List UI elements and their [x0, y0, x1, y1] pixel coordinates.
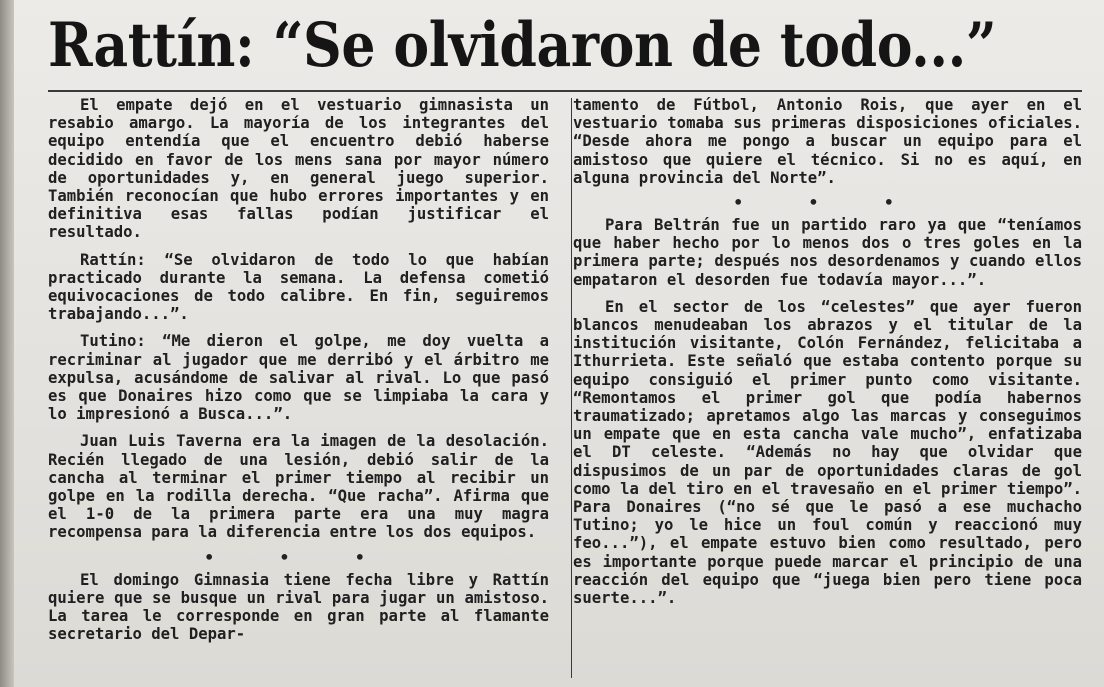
quote-text: “Me dieron el golpe, me doy vuelta a recriminar al jugador que me derribó y el árbitro me expulsa, acusándome de salivar al rival. Lo que pasó es que Donaires hizo como que se limpiaba la cara y lo impresionó a Busca...”. [48, 332, 549, 424]
speaker-name: Tutino: [80, 332, 146, 351]
paragraph: El empate dejó en el vestuario gimnasista un resabio amargo. La mayoría de los integrantes del equipo entendía que el encuentro debió haberse decidido en favor de los mens sana por mayor número de oportunidades y, en general juego superior. También reconocían que hubo errores importantes y en definitiva esas fallas podían justificar el resultado. [48, 96, 549, 242]
article-column-right [563, 96, 1082, 687]
headline: Rattín: “Se olvidaron de todo...” [48, 10, 997, 81]
headline-rule [48, 90, 1082, 92]
page-edge-shadow [0, 0, 14, 687]
speaker-name: Rattín: [80, 250, 146, 269]
article-body [48, 96, 1082, 687]
quote-text: “Se olvidaron de todo lo que habían practicado durante la semana. La defensa cometió equivocaciones de todo calibre. En fin, seguiremos trabajando...”. [48, 250, 549, 324]
section-separator: • • • [733, 193, 922, 213]
paragraph: El domingo Gimnasia tiene fecha libre y Rattín quiere que se busque un rival para jugar un amistoso. La tarea le corresponde en gran parte al flamante secretario del Depar- [48, 570, 549, 644]
paragraph: Para Beltrán fue un partido raro ya que “teníamos que haber hecho por lo menos dos o tres goles en la primera parte; después nos desordenamos y cuando ellos empataron el desorden fue todavía mayor...”. [573, 216, 1082, 289]
paragraph-continued: tamento de Fútbol, Antonio Rois, que ayer en el vestuario tomaba sus primeras disposiciones oficiales. “Desde ahora me pongo a buscar un equipo para el amistoso que quiere el técnico. Si no es aquí, en alguna provincia del Norte”. [573, 96, 1082, 187]
paragraph [48, 332, 549, 423]
paragraph [48, 251, 549, 324]
paragraph-text: era la imagen de la desolación. Recién llegado de una lesión, debió salir de la cancha al terminar el primer tiempo al recibir un golpe en la rodilla derecha. “Que racha”. Afirma que el 1-0 de la primera parte era una muy magra recompensa para la diferencia entre los dos equipos. [48, 432, 549, 542]
article-column-left [48, 96, 563, 687]
player-name: Juan Luis Taverna [80, 432, 242, 451]
paragraph [48, 432, 549, 541]
section-separator: • • • [204, 547, 393, 567]
paragraph: En el sector de los “celestes” que ayer fueron blancos menudeaban los abrazos y el titular de la institución visitante, Colón Fernández, felicitaba a Ithurrieta. Este señaló que estaba contento porque su equipo consiguió el primer punto como visitante. “Remontamos el primer gol que podía habernos traumatizado; apretamos algo las marcas y conseguimos un empate que en esta cancha vale mucho”, enfatizaba el DT celeste. “Además no hay que olvidar que dispusimos de un par de oportunidades claras de gol como la del tiro en el travesaño en el primer tiempo”. Para Donaires (“no sé que le pasó a ese muchacho Tutino; yo le hice un foul común y reaccionó muy feo...”), el empate estuvo bien como resultado, pero es importante porque puede marcar el principio de una reacción del equipo que “juega bien pero tiene poca suerte...”. [573, 297, 1082, 608]
